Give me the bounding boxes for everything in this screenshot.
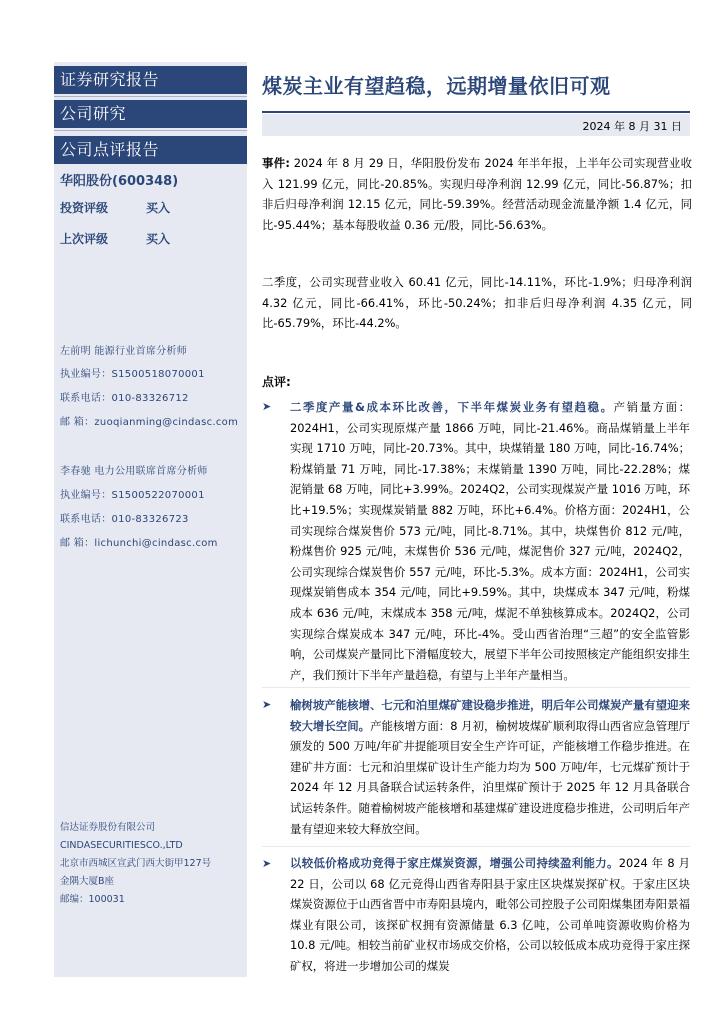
divider xyxy=(54,130,247,131)
bullet-2-lead: 榆树坡产能核增、七元和泊里煤矿建设稳步推进，明后年公司煤炭产量有望迎来较大增长空间。 xyxy=(290,698,690,733)
event-text: 2024 年 8 月 29 日，华阳股份发布 2024 年半年报，上半年公司实现营业收入 121.99 亿元，同比-20.85%。实现归母净利润 12.99 亿元，同比-56.87%；扣非后归母净利润 12.15 亿元，同比-59.39%。经营活动现金流量净额 1.4 亿元，同比-95.44%；基本每股收益 0.36 元/股，同比-56.63%。 xyxy=(262,156,693,232)
divider xyxy=(262,846,690,847)
bullet-1-lead: 二季度产量&成本环比改善，下半年煤炭业务有望趋稳。 xyxy=(290,400,614,414)
prev-rating-value: 买入 xyxy=(146,232,171,246)
analyst-1-phone: 联系电话：010-83326712 xyxy=(60,393,189,404)
company-name-en: CINDASECURITIESCO.,LTD xyxy=(60,840,183,851)
sidebar xyxy=(54,62,247,977)
event-label: 事件: xyxy=(262,156,290,170)
bullet-arrow-icon: ➤ xyxy=(262,698,272,711)
page-title: 煤炭主业有望趋稳，远期增量依旧可观 xyxy=(262,74,611,98)
bullet-1 xyxy=(290,397,690,685)
bullet-3 xyxy=(290,853,690,1003)
rating-label: 投资评级 xyxy=(60,201,109,215)
prev-rating-label: 上次评级 xyxy=(60,232,109,246)
analyst-1-name: 左前明 能源行业首席分析师 xyxy=(60,346,188,357)
q2-paragraph: 二季度，公司实现营业收入 60.41 亿元，同比-14.11%，环比-1.9%；归母净利润 4.32 亿元，同比-66.41%，环比-50.24%；扣非后归母净利润 4.35 亿元，同比-65.79%，环比-44.2%。 xyxy=(262,275,692,330)
company-postcode: 邮编：100031 xyxy=(60,894,125,905)
company-name-cn: 信达证券股份有限公司 xyxy=(60,822,156,833)
date-band xyxy=(262,114,690,136)
report-date: 2024 年 8 月 31 日 xyxy=(582,120,682,133)
company-address-2: 金隅大厦B座 xyxy=(60,876,115,887)
event-paragraph xyxy=(262,153,692,235)
bullet-arrow-icon: ➤ xyxy=(262,857,272,870)
bullet-arrow-icon: ➤ xyxy=(262,400,272,413)
divider xyxy=(262,687,690,688)
analyst-1-license: 执业编号：S1500518070001 xyxy=(60,369,205,380)
rating-value: 买入 xyxy=(146,201,171,215)
bullet-2-text: 产能核增方面：8 月初，榆树坡煤矿顺利取得山西省应急管理厅颁发的 500 万吨/年矿井提能项目安全生产许可证，产能核增工作稳步推进。在建矿井方面：七元和泊里煤矿设计生产能力均为 500 万吨/年，七元煤矿预计于 2024 年 12 月具备联合试运转条件，泊里煤矿预计于 2025 年 12 月具备联合试运转条件。随着榆树坡产能核增和基建煤矿建设进度稳步推进，公司明后年产量有望迎来较大释放空间。 xyxy=(290,718,690,836)
analyst-2-email[interactable]: 邮 箱：lichunchi@cindasc.com xyxy=(60,538,218,549)
analyst-2-phone: 联系电话：010-83326723 xyxy=(60,514,189,525)
stock-name: 华阳股份(600348) xyxy=(60,174,179,189)
analyst-2-name: 李春驰 电力公用联席首席分析师 xyxy=(60,466,208,477)
comment-heading: 点评: xyxy=(262,375,291,389)
bullet-1-text: 产销量方面：2024H1，公司实现原煤产量 1866 万吨，同比-21.46%。商品煤销量上半年实现 1710 万吨，同比-20.73%。其中，块煤销量 180 万吨，同比-16.74%；粉煤销量 71 万吨，同比-17.38%；末煤销量 1390 万吨，同比-22.28%；煤泥销量 68 万吨，同比+3.99%。2024Q2，公司实现煤炭产量 1016 万吨，环比+19.5%；实现煤炭销量 882 万吨，环比+6.4%。价格方面：2024H1，公司实现综合煤炭售价 573 元/吨，同比-8.71%。其中，块煤售价 812 元/吨，粉煤售价 925 元/吨，末煤售价 536 元/吨，煤泥售价 327 元/吨，2024Q2，公司实现综合煤炭售价 557 元/吨，环比-5.3%。成本方面：2024H1，公司实现煤炭销售成本 354 元/吨，同比+9.59%。其中，块煤成本 347 元/吨，粉煤成本 636 元/吨，末煤成本 358 元/吨，煤泥不单独核算成本。2024Q2，公司实现综合煤炭成本 347 元/吨，环比-4%。受山西省治理“三超”的安全监管影响，公司煤炭产量同比下滑幅度较大，展望下半年公司按照核定产能组织安排生产，我们预计下半年产量趋稳，有望与上半年产量相当。 xyxy=(290,400,690,682)
bullet-3-text: 2024 年 8 月 22 日，公司以 68 亿元竞得山西省寿阳县于家庄区块煤炭探矿权。于家庄区块煤炭资源位于山西省晋中市寿阳县境内，毗邻公司控股子公司阳煤集团寿阳景福煤业有限公司，该探矿权拥有资源储量 6.3 亿吨，公司单吨资源收购价格为 10.8 元/吨。相较当前矿业权市场成交价格，公司以较低成本成功竞得于家庄探矿权，将进一步增加公司的煤炭 xyxy=(290,856,690,973)
analyst-1-email[interactable]: 邮 箱：zuoqianming@cindasc.com xyxy=(60,417,239,428)
category-banner: 公司研究 xyxy=(54,100,247,128)
company-address-1: 北京市西城区宣武门西大街甲127号 xyxy=(60,858,212,869)
analyst-2-license: 执业编号：S1500522070001 xyxy=(60,490,205,501)
sub-category-banner: 公司点评报告 xyxy=(54,136,247,164)
report-type-banner: 证券研究报告 xyxy=(54,66,247,94)
title-rule xyxy=(262,111,690,113)
bullet-2 xyxy=(290,695,690,839)
bullet-3-lead: 以较低价格成功竞得于家庄煤炭资源，增强公司持续盈利能力。 xyxy=(290,856,619,870)
divider xyxy=(54,96,247,97)
